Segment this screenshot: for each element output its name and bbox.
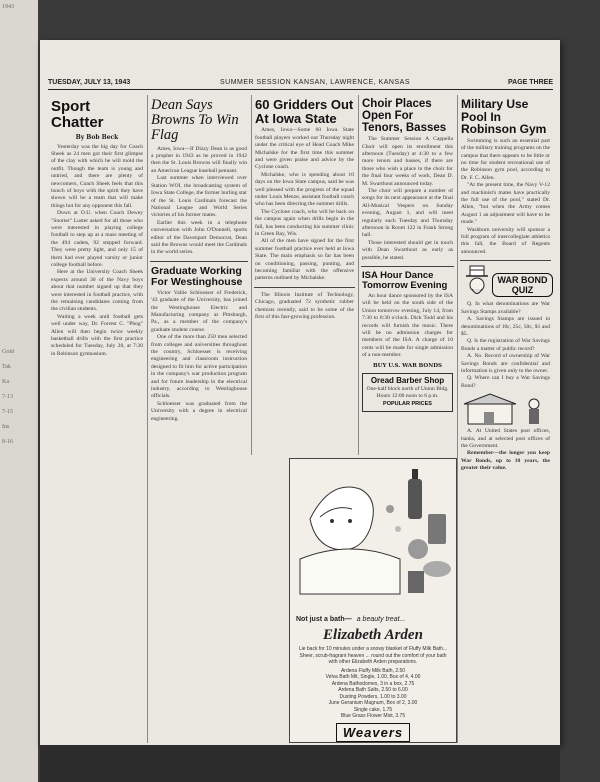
- ad-price: Blue Grass Flower Mist, 3.75: [340, 713, 406, 719]
- ad-price-list: [290, 668, 456, 720]
- paragraph: Those interested should get in touch with Dean Swarthout as early as possible, he stated.: [362, 239, 453, 261]
- masthead-paper: SUMMER SESSION KANSAN, LAWRENCE, KANSAS: [220, 79, 410, 86]
- column-60-gridders: [251, 95, 357, 455]
- headline-sport-chatter: Sport Chatter: [51, 98, 104, 131]
- quiz-item: A. No. Record of ownership of War Savings Bonds are confidential and information is given only to the owner.: [461, 353, 550, 374]
- article-body: [148, 146, 250, 257]
- divider: [150, 261, 248, 262]
- paragraph: Swimming is such an essential part of the military training programs on the campus that there appears to be little or no time for student recreational use of the Robinson gym pool, according to Dr. F. C. Allen.: [461, 137, 550, 181]
- barber-ad: [362, 373, 453, 412]
- article-body: [148, 290, 250, 423]
- paragraph: The Illinois Institute of Technology, Chicago, graduated 72 synthetic rubber chemists recently, said to be some of the first of this fast-growing profession.: [255, 291, 354, 321]
- column-dean-says: [147, 95, 250, 743]
- fragment-line: Ka: [2, 379, 9, 385]
- quiz-item: Q. Is the registration of War Savings Bonds a matter of public record?: [461, 338, 550, 352]
- paragraph: An hour dance sponsored by the ISA will be held on the south side of the Union tomorrow evening, July 14, from 7:30 to 8:30 o'clock. Dick Todd and his records will furnish the music. There will be no admission charges for members of the ISA. A charge of 10 cents will be made for single admission of a non-member.: [362, 293, 453, 359]
- article-body: [458, 138, 553, 257]
- fragment-line: Gold: [2, 349, 14, 355]
- headline-dean-says: Dean Says Browns To Win Flag: [151, 97, 239, 144]
- paragraph: Michalske, who is spending about 10 days on the Iowa State campus, said he was well pleased with the progress of the squad under Louis Menze, assistant football coach who has been directing the summer drills.: [255, 171, 354, 208]
- fragment-line: 7-13: [2, 394, 13, 400]
- ad-price: Ardena Bath Salts, 2.50 to 6.00: [338, 687, 408, 693]
- ad-headline: Not just a bath—: [296, 616, 352, 623]
- article-body: [359, 293, 456, 360]
- bath-illustration: [290, 459, 456, 604]
- quiz-item: Q. In what denominations are War Savings Stamps available?: [461, 301, 550, 315]
- paragraph: Waiting a week until football gets well under way, Dr. Forrest C. "Phog" Allen will then begin twice weekly basketball drills with the first practice scheduled for Tuesday, July 20, at 7:30 in Robinson gymnasium.: [51, 313, 143, 357]
- quiz-item: Q. Where can I buy a War Savings Bond?: [461, 375, 550, 389]
- paragraph: Victor Vallie Schloesser of Frederick, '43 graduate of the University, has joined the Westinghouse Electric and Manufacturing company at Pittsburgh, Pa., as a member of the company's graduate student course.: [151, 289, 247, 333]
- ad-subheadline: a beauty treat...: [356, 616, 406, 623]
- headline-60-gridders: 60 Gridders Out At Iowa State: [255, 97, 354, 126]
- fragment-line: Ins: [2, 424, 10, 430]
- headline-military-pool: Military Use Pool In Robinson Gym: [461, 97, 547, 137]
- fragment-line: 8-16: [2, 439, 13, 445]
- divider: [361, 266, 454, 267]
- ad-price: June Geranium Magnum, Box of 2, 3.00: [328, 700, 418, 706]
- article-body: [252, 127, 357, 283]
- barber-address: One-half block north of Union Bldg. Hours 12:00 noon to 6 p.m.: [366, 386, 449, 400]
- column-choir: [358, 95, 456, 455]
- elizabeth-arden-ad: [289, 458, 457, 743]
- paragraph: One of the more than 250 men selected from colleges and universities throughout the country, Schloesser is receiving engineering and classroom instruction designed to fit him for active participation in the company's war production program and for future leadership in the electrical industry, according to Westinghouse officials.: [151, 334, 247, 400]
- paragraph: Down at O.U. when Coach Dewey "Snorter" Luster asked for all those who were interested in playing college football to step up at a mass meeting of the 494 cadets, 92 stepped forward. They were pretty light, and only 15 of them had ever played varsity or junior college football before.: [51, 210, 143, 268]
- post-office-illustration: [462, 392, 550, 426]
- masthead-page: PAGE THREE: [508, 79, 553, 86]
- fragment-line: 7-15: [2, 409, 13, 415]
- masthead: [48, 76, 553, 90]
- newspaper-page: [40, 40, 560, 745]
- fragment-year: 1943: [2, 4, 14, 10]
- article-body: [48, 144, 146, 359]
- fragment-line: Tak: [2, 364, 11, 370]
- war-bonds-slug: BUY U.S. WAR BONDS: [373, 362, 442, 369]
- paragraph: Yesterday was the big day for Coach Sheek as 24 men got their first glimpse of the clay with which he will mold the outfit. Though the team is young and untried, and there are plenty of newcomers, Coach Sheek feels that this bunch of boys with the spirit they have shown will be a team that will make things hot for any opponent this fall.: [51, 143, 143, 209]
- paragraph: Ames, Iowa—Some 60 Iowa State football players worked out Thursday night under the critical eye of Head Coach Mike Michalske for the first time this summer and were given praise and advice by the Cyclone coach.: [255, 127, 354, 171]
- paragraph: The Cyclone coach, who will be back on the campus again when drills begin in the fall, has been conducting his summer clinic in Green Bay, Wis.: [255, 208, 354, 237]
- paragraph: Schloesser was graduated from the University with a degree in electrical engineering.: [151, 400, 247, 422]
- divider: [460, 260, 551, 261]
- article-body: [359, 136, 456, 262]
- notice: [252, 292, 357, 322]
- ad-price: Ardena Bathodomes, 3 in a box, 2.75: [331, 680, 415, 687]
- ad-brand: Elizabeth Arden: [323, 627, 423, 643]
- quiz-closing: Remember—the longer you keep War Bonds, up to 10 years, the greater their value.: [461, 450, 550, 472]
- paragraph: Washburn university will sponsor a full program of intercollegiate athletics this fall, the Board of Regents announced.: [461, 226, 550, 255]
- paragraph: "At the present time, the Navy V-12 and machinist's mates have practically the full use of the pool," stated Dr. Allen, "but when the Army comes August 1 an adjustment will have to be made.": [461, 182, 550, 226]
- quiz-title: WAR BOND QUIZ: [492, 273, 553, 297]
- barber-name: Oread Barber Shop: [370, 375, 445, 385]
- adjacent-page-fragment: [0, 0, 38, 782]
- column-military-pool: [457, 95, 553, 743]
- byline: By Bob Beck: [75, 133, 119, 141]
- ad-body: Lie back for 10 minutes under a snowy blanket of Fluffy Milk Bath... Sheer, scrub-fragrant heaven ... round out the comfort of your bath with other Elizabeth Arden preparations.: [298, 646, 448, 665]
- ad-price: Ardena Fluffy Milk Bath, 2.50: [340, 667, 406, 674]
- store-logo: Weavers: [336, 723, 410, 742]
- barber-tagline: POPULAR PRICES: [383, 400, 432, 407]
- headline-graduate: Graduate Working For Westinghouse: [151, 264, 243, 288]
- quiz-header: [458, 265, 553, 301]
- paragraph: The Summer Session A Cappella Choir will open its enrollment this afternoon (Tuesday) at 4:30 to a few more tenors and basses, if there are those who wish a place in the choir for the final four weeks of work, Dean D. M. Swarthout announced today.: [362, 136, 453, 187]
- masthead-date: TUESDAY, JULY 13, 1943: [48, 79, 131, 86]
- quiz-body: [458, 301, 553, 472]
- paragraph: Ames, Iowa—If Dizzy Dean is as good a prophet in 1943 as he proved in 1942 then the St. Louis Browns will finally win an American League baseball pennant.: [151, 145, 247, 174]
- paragraph: All of the men have signed for the first summer football practice ever held at Iowa State. The main emphasis so far has been on conditioning, passing, punting, and becoming familiar with the offensive patterns outlined by Michalske.: [255, 238, 354, 282]
- ad-price: Velva Bath Mit, Single, 1.00, Box of 4, 4.00: [325, 674, 421, 680]
- headline-choir: Choir Places Open For Tenors, Basses: [362, 98, 447, 135]
- paragraph: Last summer when interviewed over Station WOI, the broadcasting system of Iowa State College, the former hurling star of the St. Louis Cardinals forecast the National League and World Series victories of his former mates.: [151, 175, 247, 219]
- ad-price: Dusting Powders, 1.00 to 3.00: [339, 693, 407, 700]
- paragraph: Here at the University Coach Sheek expects around 30 of the Navy boys about that number signed up that they were interested in football practice, with the remaining candidates coming from the civilian students.: [51, 269, 143, 313]
- headline-isa-dance: ISA Hour Dance Tomorrow Evening: [362, 270, 448, 292]
- paragraph: The choir will prepare a number of songs for its next appearance at the final All-Musical Vespers on Sunday evening, August 1, and will meet regularly each Tuesday and Thursday afternoon in Room 122 in Frank Strong hall.: [362, 188, 453, 239]
- column-sport-chatter: [48, 95, 146, 743]
- paragraph: Earlier this week in a telephone conversation with John O'Donnell, sports editor of the Davenport Democrat, Dean said the Browns would meet the Cardinals in the world series.: [151, 219, 247, 256]
- quiz-item: A. Savings Stamps are issued in denominations of 10c, 25c, 50c, $1 and $5.: [461, 316, 550, 337]
- ad-price: Single cake, 1.75: [353, 706, 393, 713]
- divider: [254, 287, 355, 288]
- scanner-background: [40, 745, 560, 782]
- quiz-item: A. At United States post offices, banks, and at selected post offices of the Government.: [461, 428, 550, 449]
- uncle-sam-illustration: [462, 265, 492, 299]
